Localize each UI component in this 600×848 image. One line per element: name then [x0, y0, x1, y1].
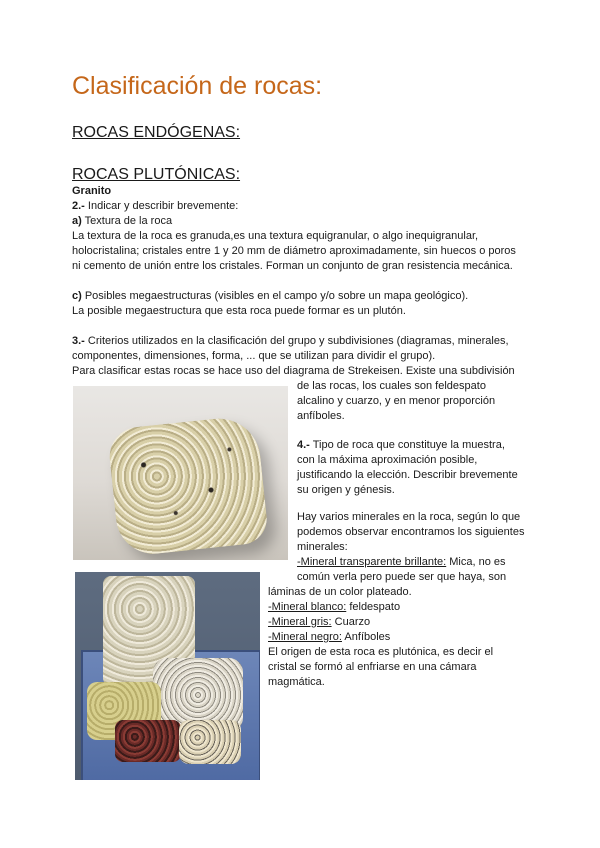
question-2c: [72, 289, 468, 304]
mineral-1-line: común verla pero puede ser que haya, son: [297, 571, 507, 583]
mineral-2: [268, 600, 400, 615]
question-4-line: justificando la elección. Describir brevemente: [297, 469, 518, 481]
origin-line: El origen de esta roca es plutónica, es decir el: [268, 646, 494, 658]
mineral-3-label: -Mineral gris:: [268, 616, 332, 628]
answer-3-line: alcalino y cuarzo, y en menor proporción: [297, 395, 496, 407]
granite-rock: [107, 415, 270, 558]
answer-2a-line: ni cemento de unión entre los cristales. Forman un conjunto de gran resistencia mecánica.: [72, 260, 513, 272]
answer-3-line: de las rocas, los cuales son feldespato: [297, 380, 486, 392]
section-heading-plutonicas: ROCAS PLUTÓNICAS:: [72, 166, 241, 183]
answer-2c: La posible megaestructura que esta roca puede formar es un plutón.: [72, 305, 406, 317]
mineral-4-text: Anfíboles: [341, 631, 391, 643]
question-4: [297, 438, 505, 453]
answer-4-line: minerales:: [297, 541, 348, 553]
answer-3-line: Para clasificar estas rocas se hace uso del diagrama de Strekeisen. Existe una subdivisión: [72, 365, 515, 377]
page-title: Clasificación de rocas:: [72, 72, 323, 100]
granite-block: [179, 720, 241, 764]
mineral-1: [297, 555, 506, 570]
answer-3-line: anfíboles.: [297, 410, 345, 422]
origin-line: cristal se formó al enfriarse en una cámara: [268, 661, 477, 673]
rock-name: Granito: [72, 185, 112, 197]
question-3: [72, 334, 509, 349]
question-4-line: su origen y génesis.: [297, 484, 395, 496]
question-2c-text: Posibles megaestructuras (visibles en el campo y/o sobre un mapa geológico).: [81, 290, 469, 302]
mineral-1-label: -Mineral transparente brillante:: [297, 556, 447, 568]
mineral-3: [268, 615, 370, 630]
mineral-4-label: -Mineral negro:: [268, 631, 342, 643]
rock-samples-box-photo: [75, 572, 260, 780]
granite-sample-photo: [73, 386, 288, 560]
question-2a-label: a): [72, 215, 82, 227]
section-heading-endogenas: ROCAS ENDÓGENAS:: [72, 124, 241, 141]
question-4-number: 4.-: [297, 439, 310, 451]
mineral-1-text: Mica, no es: [446, 556, 506, 568]
question-2a: [72, 214, 172, 229]
question-4-line: con la máxima aproximación posible,: [297, 454, 478, 466]
mineral-3-text: Cuarzo: [331, 616, 371, 628]
question-2a-text: Textura de la roca: [81, 215, 173, 227]
question-2: [72, 199, 238, 214]
answer-4-line: podemos observar encontramos los siguientes: [297, 526, 525, 538]
answer-2a-line: holocristalina; cristales entre 1 y 20 mm de diámetro aproximadamente, sin huecos o poros: [72, 245, 516, 257]
mineral-2-label: -Mineral blanco:: [268, 601, 347, 613]
question-2-number: 2.-: [72, 200, 85, 212]
question-3-line: componentes, dimensiones, forma, ... que se utilizan para dividir el grupo).: [72, 350, 436, 362]
mineral-1-line: láminas de un color plateado.: [268, 586, 412, 598]
mineral-4: [268, 630, 390, 645]
question-2c-label: c): [72, 290, 82, 302]
question-3-number: 3.-: [72, 335, 85, 347]
answer-2a-line: La textura de la roca es granuda,es una textura equigranular, o algo inequigranular,: [72, 230, 479, 242]
answer-4-line: Hay varios minerales en la roca, según lo que: [297, 511, 521, 523]
granite-block: [115, 720, 181, 762]
origin-line: magmática.: [268, 676, 325, 688]
question-2-text: Indicar y describir brevemente:: [84, 200, 239, 212]
question-3-text: Criterios utilizados en la clasificación del grupo y subdivisiones (diagramas, minerales,: [84, 335, 509, 347]
question-4-text: Tipo de roca que constituye la muestra,: [309, 439, 505, 451]
mineral-2-text: feldespato: [346, 601, 401, 613]
